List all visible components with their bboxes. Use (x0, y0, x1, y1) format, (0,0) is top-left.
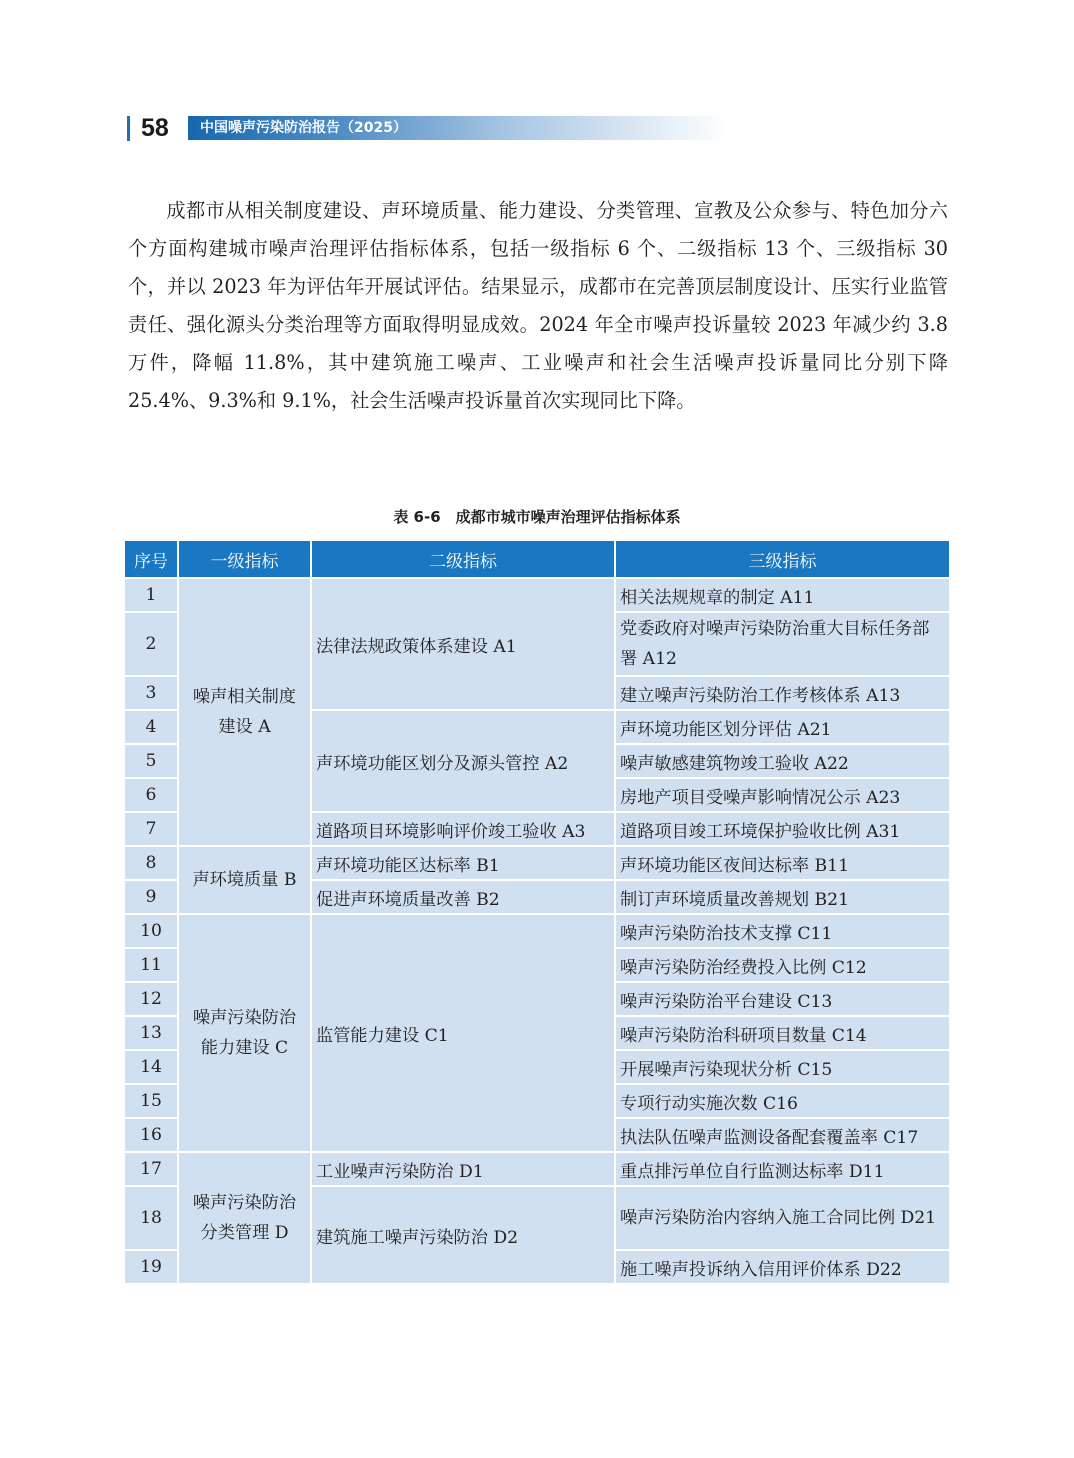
table-header-row (125, 541, 949, 578)
row-number: 3 (125, 676, 178, 710)
row-number: 18 (125, 1186, 178, 1250)
table-row (125, 1152, 949, 1186)
report-title: 中国噪声污染防治报告（2025） (200, 120, 407, 136)
level1-cell: 声环境质量 B (178, 846, 311, 914)
level2-cell: 声环境功能区达标率 B1 (311, 846, 615, 880)
row-number: 15 (125, 1084, 178, 1118)
row-number: 13 (125, 1016, 178, 1050)
level3-cell: 建立噪声污染防治工作考核体系 A13 (615, 676, 949, 710)
level3-cell: 声环境功能区夜间达标率 B11 (615, 846, 949, 880)
row-number: 16 (125, 1118, 178, 1152)
level3-cell: 相关法规规章的制定 A11 (615, 578, 949, 612)
level3-cell: 声环境功能区划分评估 A21 (615, 710, 949, 744)
row-number: 9 (125, 880, 178, 914)
header-title-band (188, 116, 728, 140)
level3-cell: 开展噪声污染现状分析 C15 (615, 1050, 949, 1084)
level3-cell: 专项行动实施次数 C16 (615, 1084, 949, 1118)
level3-cell: 噪声污染防治平台建设 C13 (615, 982, 949, 1016)
row-number: 5 (125, 744, 178, 778)
col-header-no: 序号 (125, 541, 178, 578)
level3-cell: 重点排污单位自行监测达标率 D11 (615, 1152, 949, 1186)
table-row (125, 846, 949, 880)
level2-cell: 促进声环境质量改善 B2 (311, 880, 615, 914)
col-header-level1: 一级指标 (178, 541, 311, 578)
row-number: 7 (125, 812, 178, 846)
row-number: 12 (125, 982, 178, 1016)
level2-cell: 建筑施工噪声污染防治 D2 (311, 1186, 615, 1284)
row-number: 8 (125, 846, 178, 880)
level2-cell: 工业噪声污染防治 D1 (311, 1152, 615, 1186)
row-number: 14 (125, 1050, 178, 1084)
level2-cell: 道路项目环境影响评价竣工验收 A3 (311, 812, 615, 846)
level3-cell: 执法队伍噪声监测设备配套覆盖率 C17 (615, 1118, 949, 1152)
indicator-table (125, 541, 949, 1285)
level3-cell: 噪声污染防治技术支撑 C11 (615, 914, 949, 948)
level3-cell: 房地产项目受噪声影响情况公示 A23 (615, 778, 949, 812)
level3-cell: 噪声污染防治内容纳入施工合同比例 D21 (615, 1186, 949, 1250)
level1-cell: 噪声污染防治能力建设 C (178, 914, 311, 1152)
level1-cell: 噪声污染防治分类管理 D (178, 1152, 311, 1284)
level3-cell: 噪声污染防治经费投入比例 C12 (615, 948, 949, 982)
level3-cell: 党委政府对噪声污染防治重大目标任务部署 A12 (615, 612, 949, 676)
level2-cell: 法律法规政策体系建设 A1 (311, 578, 615, 710)
row-number: 1 (125, 578, 178, 612)
level3-cell: 道路项目竣工环境保护验收比例 A31 (615, 812, 949, 846)
table-caption: 表 6-6 成都市城市噪声治理评估指标体系 (393, 508, 681, 526)
row-number: 6 (125, 778, 178, 812)
row-number: 11 (125, 948, 178, 982)
row-number: 19 (125, 1250, 178, 1284)
header-accent-bar (127, 116, 130, 141)
level3-cell: 制订声环境质量改善规划 B21 (615, 880, 949, 914)
row-number: 4 (125, 710, 178, 744)
level3-cell: 噪声敏感建筑物竣工验收 A22 (615, 744, 949, 778)
table-row (125, 578, 949, 612)
col-header-level2: 二级指标 (311, 541, 615, 578)
body-paragraph: 成都市从相关制度建设、声环境质量、能力建设、分类管理、宣教及公众参与、特色加分六个方面构建城市噪声治理评估指标体系，包括一级指标 6 个、二级指标 13 个、三级指标 30 个，并以 2023 年为评估年开展试评估。结果显示，成都市在完善顶层制度设计、压实行业监管责任、强化源头分类治理等方面取得明显成效。2024 年全市噪声投诉量较 2023 年减少约 3.8 万件，降幅 11.8%，其中建筑施工噪声、工业噪声和社会生活噪声投诉量同比分别下降 25.4%、9.3%和 9.1%，社会生活噪声投诉量首次实现同比下降。 (128, 199, 948, 412)
row-number: 10 (125, 914, 178, 948)
level2-cell: 声环境功能区划分及源头管控 A2 (311, 710, 615, 812)
row-number: 2 (125, 612, 178, 676)
page-header (124, 112, 744, 144)
level1-cell: 噪声相关制度建设 A (178, 578, 311, 846)
row-number: 17 (125, 1152, 178, 1186)
level3-cell: 施工噪声投诉纳入信用评价体系 D22 (615, 1250, 949, 1284)
table-row (125, 914, 949, 948)
level3-cell: 噪声污染防治科研项目数量 C14 (615, 1016, 949, 1050)
page-number: 58 (141, 114, 169, 142)
level2-cell: 监管能力建设 C1 (311, 914, 615, 1152)
col-header-level3: 三级指标 (615, 541, 949, 578)
